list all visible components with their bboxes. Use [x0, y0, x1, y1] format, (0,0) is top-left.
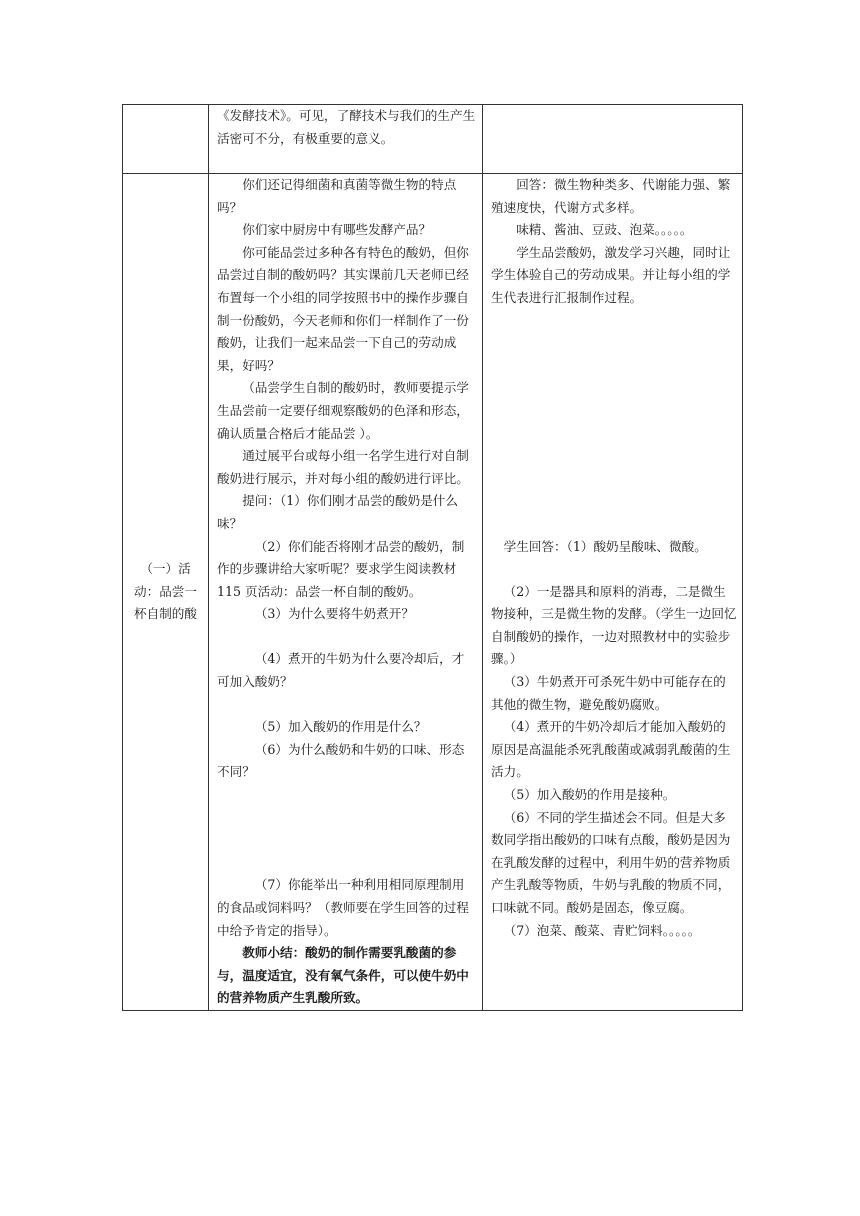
teacher-activity-cell [209, 105, 483, 174]
table-row [123, 174, 743, 1011]
teacher-paragraph: 你可能品尝过多种各有特色的酸奶，但你品尝过自制的酸奶吗？其实课前几天老师已经布置每一个小组的同学按照书中的操作步骤自制一份酸奶，今天老师和你们一样制作了一份酸奶，让我们一起来品尝一下自己的劳动成果，好吗？ [217, 244, 469, 373]
teacher-summary: 教师小结：酸奶的制作需要乳酸菌的参与，温度适宜，没有氧气条件，可以使牛奶中的营养物质产生乳酸所致。 [217, 945, 469, 1006]
activity-label: （一）活动：品尝一杯自制的酸 [134, 561, 197, 622]
teacher-question: （4）煮开的牛奶为什么要冷却后，才可加入酸奶？ [217, 651, 465, 690]
student-answer: （5）加入酸奶的作用是接种。 [503, 787, 676, 803]
student-answer: （2）一是器具和原料的消毒，二是微生物接种，三是微生物的发酵。（学生一边回忆自制酸奶的操作，一边对照教材中的实验步骤。） [491, 583, 737, 667]
teacher-question: （3）为什么要将牛奶煮开？ [254, 606, 414, 622]
teacher-paragraph: 你们还记得细菌和真菌等微生物的特点吗？ [217, 177, 457, 215]
student-paragraph: 回答：微生物种类多、代谢能力强、繁殖速度快，代谢方式多样。 [491, 177, 731, 215]
teacher-question: 提问：（1）你们刚才品尝的酸奶是什么味？ [217, 493, 458, 531]
student-answer: （6）不同的学生描述会不同。但是大多数同学指出酸奶的口味有点酸，酸奶是因为在乳酸发酵的过程中，利用牛奶的营养物质产生乳酸等物质，牛奶与乳酸的物质不同，口味就不同。酸奶是固态，像豆腐。 [491, 809, 731, 915]
teacher-activity-cell [209, 174, 483, 1011]
student-activity-cell [483, 105, 743, 174]
teacher-text: 《发酵技术》。可见，了酵技术与我们的生产生活密可不分，有极重要的意义。 [217, 108, 476, 146]
teacher-paragraph: 你们家中厨房中有哪些发酵产品？ [242, 222, 432, 238]
teacher-paragraph: （品尝学生自制的酸奶时，教师要提示学生品尝前一定要仔细观察酸奶的色泽和形态，确认质量合格后才能品尝 ）。 [217, 380, 469, 441]
student-answer: 学生回答：（1）酸奶呈酸味、微酸。 [503, 538, 707, 554]
teacher-question: （5）加入酸奶的作用是什么？ [254, 719, 427, 735]
lesson-plan-table [122, 104, 743, 1011]
teacher-question: （6）为什么酸奶和牛奶的口味、形态不同？ [217, 741, 465, 780]
student-paragraph: 学生品尝酸奶，激发学习兴趣，同时让学生体验自己的劳动成果。并让每小组的学生代表进行汇报制作过程。 [491, 244, 731, 305]
student-answer: （4）煮开的牛奶冷却后才能加入酸奶的原因是高温能杀死乳酸菌或减弱乳酸菌的生活力。 [491, 719, 731, 780]
teacher-paragraph: 通过展平台或每小组一名学生进行对自制酸奶进行展示，并对每小组的酸奶进行评比。 [217, 448, 469, 486]
student-answer: （3）牛奶煮开可杀死牛奶中可能存在的其他的微生物，避免酸奶腐败。 [491, 674, 726, 712]
teacher-question: （7）你能举出一种利用相同原理制用的食品或饲料吗？（教师要在学生回答的过程中给予肯定的指导）。 [217, 877, 469, 938]
teacher-question: （2）你们能否将刚才品尝的酸奶，制作的步骤讲给大家听呢？要求学生阅读教材 115 页活动：品尝一杯自制的酸奶。 [217, 538, 465, 599]
activity-label-cell [123, 174, 209, 1011]
activity-cell [123, 105, 209, 174]
student-activity-cell [483, 174, 743, 1011]
student-answer: （7）泡菜、酸菜、青贮饲料。。。。。 [503, 922, 701, 938]
student-paragraph: 味精、酱油、豆豉、泡菜。。。。。 [516, 222, 693, 238]
table-row [123, 105, 743, 174]
